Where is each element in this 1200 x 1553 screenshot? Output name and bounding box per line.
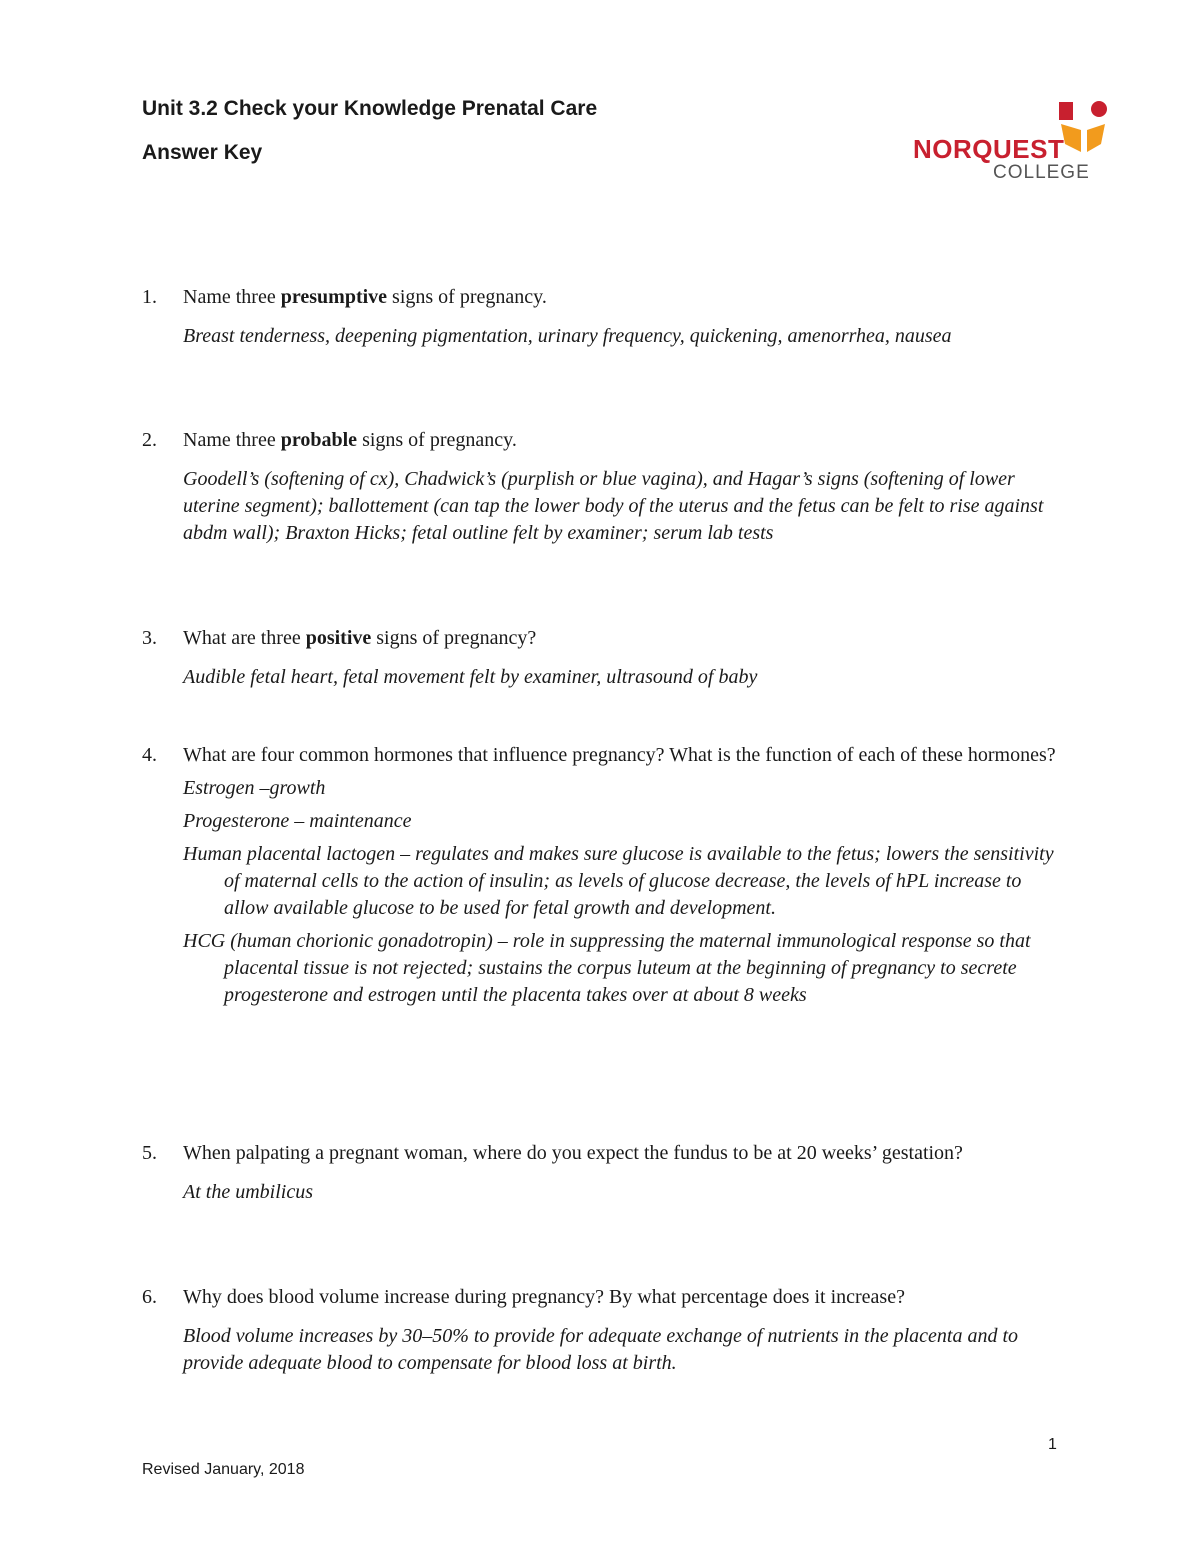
answer-text: HCG (human chorionic gonadotropin) – role in suppressing the maternal immunological response so that placental tissue is not rejected; sustains the corpus luteum at the beginning of pregnancy to secrete progesterone and estrogen until the placenta takes over at about 8 weeks <box>183 930 1031 1006</box>
questions-list <box>142 284 1062 1377</box>
question-text: 6. Why does blood volume increase during pregnancy? By what percentage does it increase? <box>142 1284 1062 1311</box>
question-keyword: probable <box>280 429 358 451</box>
question-text: 3. What are three positive signs of pregnancy? <box>142 625 1062 652</box>
answer-text: Breast tenderness, deepening pigmentation, urinary frequency, quickening, amenorrhea, nausea <box>183 325 952 347</box>
answer-text: Progesterone – maintenance <box>183 810 412 832</box>
page-number: 1 <box>1048 1436 1057 1453</box>
question-text: 5. When palpating a pregnant woman, where do you expect the fundus to be at 20 weeks’ gestation? <box>142 1140 1062 1167</box>
logo-subword: COLLEGE <box>993 162 1090 183</box>
document-header <box>142 92 597 170</box>
question-text: 1. Name three presumptive signs of pregnancy. <box>142 284 1062 311</box>
question-item-5 <box>142 1140 1062 1284</box>
logo-mark-icon <box>1059 100 1107 154</box>
question-item-2 <box>142 427 1062 625</box>
answer-text: Audible fetal heart, fetal movement felt by examiner, ultrasound of baby <box>183 666 758 688</box>
revision-note: Revised January, 2018 <box>142 1461 305 1478</box>
answer-text: Blood volume increases by 30–50% to provide for adequate exchange of nutrients in the placenta and to provide adequate blood to compensate for blood loss at birth. <box>183 1325 1019 1374</box>
answer-text: Estrogen –growth <box>183 777 326 799</box>
answer-text: At the umbilicus <box>183 1181 313 1203</box>
question-number: 5. <box>142 1142 157 1164</box>
question-keyword: positive <box>305 627 372 649</box>
question-text: 2. Name three probable signs of pregnancy. <box>142 427 1062 454</box>
question-number: 4. <box>142 744 157 766</box>
question-number: 2. <box>142 429 157 451</box>
question-text: 4. What are four common hormones that influence pregnancy? What is the function of each of these hormones? <box>142 742 1062 769</box>
answer-text: Human placental lactogen – regulates and makes sure glucose is available to the fetus; lowers the sensitivity of maternal cells to the action of insulin; as levels of glucose decrease, the levels of hPL increase to allow available glucose to be used for fetal growth and development. <box>183 843 1054 919</box>
document-title: Unit 3.2 Check your Knowledge Prenatal Care <box>142 97 598 120</box>
question-number: 1. <box>142 286 157 308</box>
question-number: 3. <box>142 627 157 649</box>
document-subtitle: Answer Key <box>142 141 263 164</box>
question-item-4 <box>142 742 1062 1140</box>
answer-text: Goodell’s (softening of cx), Chadwick’s (purplish or blue vagina), and Hagar’s signs (softening of lower uterine segment); ballottement (can tap the lower body of the uterus and the fetus can be felt to rise against abdm wall); Braxton Hicks; fetal outline felt by examiner; serum lab tests <box>183 468 1044 544</box>
college-logo <box>913 100 1113 186</box>
question-item-6 <box>142 1284 1062 1377</box>
question-item-3 <box>142 625 1062 742</box>
logo-word: NORQUEST <box>913 134 1065 164</box>
question-number: 6. <box>142 1286 157 1308</box>
question-keyword: presumptive <box>280 286 388 308</box>
question-item-1 <box>142 284 1062 427</box>
